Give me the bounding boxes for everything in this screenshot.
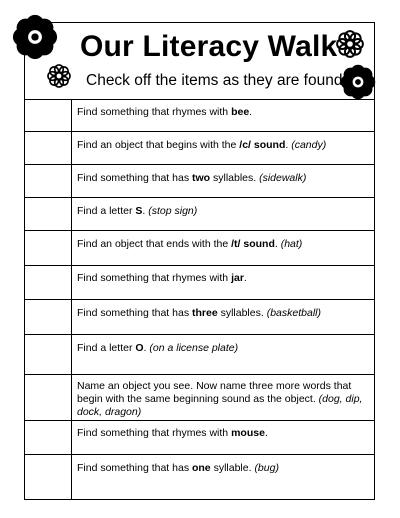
checklist-row: [24, 375, 375, 421]
checklist-item-text: Find an object that begins with the /c/ sound. (candy): [77, 139, 327, 151]
checklist-row: [24, 421, 375, 455]
flower-icon: [12, 14, 58, 60]
checkoff-cell[interactable]: [24, 231, 71, 265]
checklist-item-text: Find a letter O. (on a license plate): [77, 342, 239, 354]
checklist-row: [24, 165, 375, 198]
checklist-item-text: Find something that rhymes with mouse.: [77, 427, 268, 439]
checkoff-cell[interactable]: [24, 335, 71, 374]
checklist-row: [24, 132, 375, 165]
checkoff-cell[interactable]: [24, 198, 71, 230]
checklist-row: [24, 231, 375, 266]
page-title: Our Literacy Walk: [80, 30, 338, 63]
checklist-item-text: Find something that has two syllables. (sidewalk): [77, 172, 307, 184]
flower-icon: [47, 64, 71, 88]
checklist-item-text: Name an object you see. Now name three more words that begin with the same beginning sound as the object. (dog, dip, dock, dragon): [77, 380, 363, 418]
checklist-item-text: Find something that rhymes with jar.: [77, 272, 247, 284]
checklist-row: [24, 300, 375, 335]
checkoff-cell[interactable]: [24, 100, 71, 131]
checkoff-cell[interactable]: [24, 266, 71, 299]
checkoff-cell[interactable]: [24, 421, 71, 454]
checklist-row: [24, 266, 375, 300]
checklist-row: [24, 198, 375, 231]
checklist-item-text: Find something that has three syllables. (basketball): [77, 307, 321, 319]
checklist-item-text: Find something that has one syllable. (bug): [77, 462, 279, 474]
checkoff-cell[interactable]: [24, 132, 71, 164]
checklist-row: [24, 100, 375, 132]
column-divider: [71, 100, 72, 500]
page-subtitle: Check off the items as they are found.: [86, 72, 347, 89]
checklist-item-text: Find a letter S. (stop sign): [77, 205, 198, 217]
checkoff-cell[interactable]: [24, 300, 71, 334]
checklist-item-text: Find an object that ends with the /t/ sound. (hat): [77, 238, 303, 250]
flower-icon: [336, 30, 364, 58]
checklist-row: [24, 335, 375, 375]
checkoff-cell[interactable]: [24, 165, 71, 197]
checklist-item-text: Find something that rhymes with bee.: [77, 106, 253, 118]
checkoff-cell[interactable]: [24, 455, 71, 500]
checklist-row: [24, 455, 375, 500]
checkoff-cell[interactable]: [24, 375, 71, 420]
